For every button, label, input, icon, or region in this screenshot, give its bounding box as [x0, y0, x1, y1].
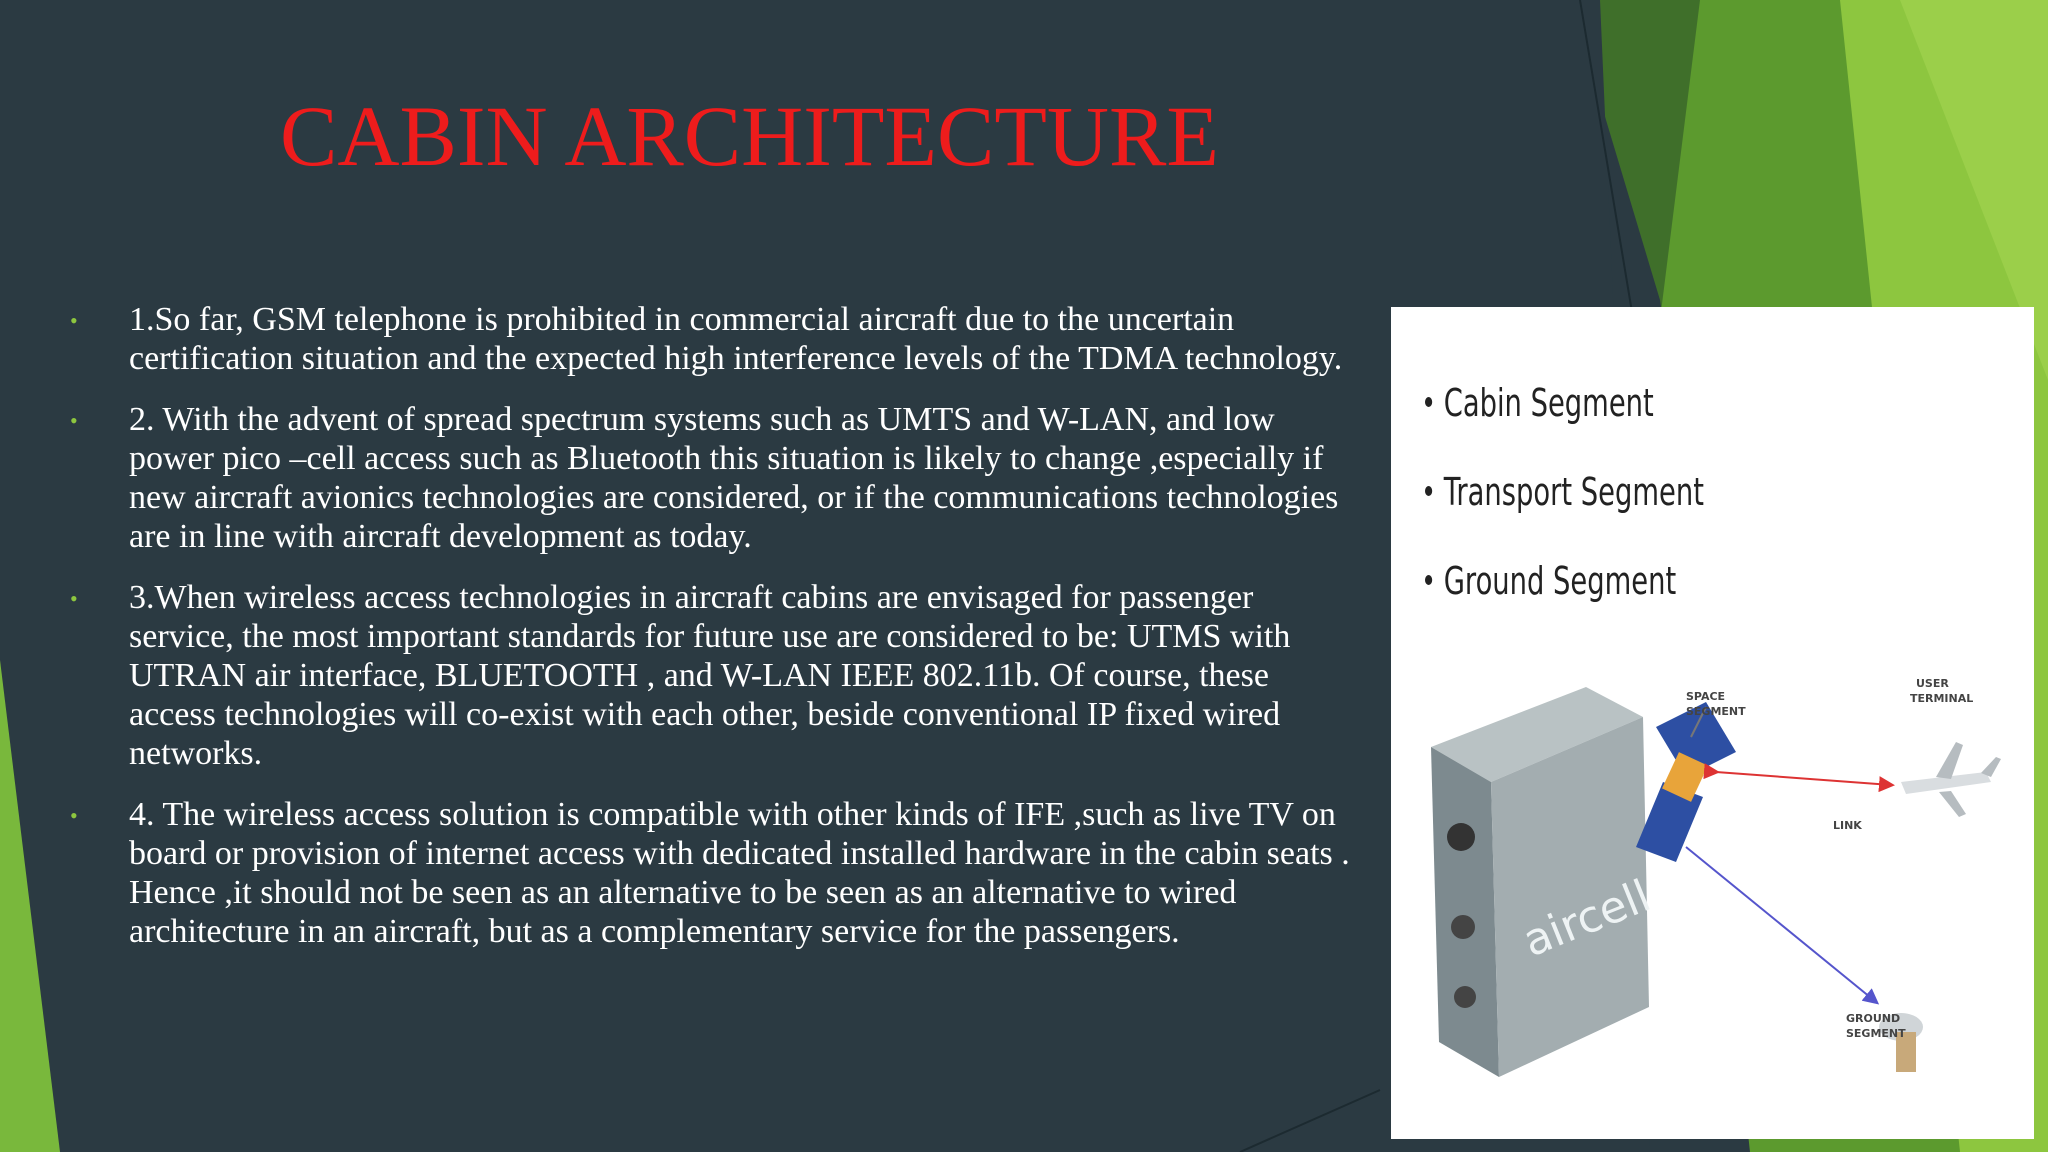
bullet-icon: • — [70, 308, 78, 333]
bullet-dot-icon — [1425, 397, 1432, 407]
device-brand-label: aircell — [1516, 870, 1658, 968]
bullet-text: 1.So far, GSM telephone is prohibited in commercial aircraft due to the uncertain certification situation and the expected high interference levels of the TDMA technology. — [129, 301, 1343, 377]
architecture-figure — [1391, 307, 2034, 1139]
ground-segment-label-2: SEGMENT — [1846, 1027, 1906, 1040]
segment-item — [1425, 359, 1704, 448]
bullet-text: 3.When wireless access technologies in aircraft cabins are envisaged for passenger service, the most important standards for future use are considered to be: UTMS with UTRAN air interface, BLUETOOTH , and W-LAN IEEE 802.11b. Of course, these access technologies will co-exist with each other, beside conventional IP fixed wired networks. — [129, 579, 1291, 772]
space-segment-label-2: SEGMENT — [1686, 705, 1746, 718]
satellite-icon — [1636, 702, 1736, 862]
bullet-item — [70, 300, 1360, 378]
user-terminal-label: USER — [1916, 677, 1949, 690]
bullet-list — [70, 300, 1360, 973]
segment-label: Transport Segment — [1443, 470, 1704, 514]
bullet-dot-icon — [1425, 486, 1432, 496]
segment-list — [1425, 359, 1812, 626]
aircell-device-image — [1431, 687, 1658, 1077]
bullet-item — [70, 795, 1360, 951]
bullet-item — [70, 578, 1360, 773]
segment-item — [1425, 448, 1704, 537]
user-terminal-label-2: TERMINAL — [1910, 692, 1974, 705]
bullet-icon: • — [70, 408, 78, 433]
bullet-icon: • — [70, 586, 78, 611]
segment-label: Cabin Segment — [1443, 381, 1654, 425]
bullet-text: 2. With the advent of spread spectrum systems such as UMTS and W-LAN, and low power pico –cell access such as Bluetooth this situation is likely to change ,especially if new aircraft avionics technologies are considered, or if the communications technologies are in line with aircraft development as today. — [129, 401, 1339, 555]
link-arrow-sat-ground — [1686, 847, 1876, 1002]
space-segment-label: SPACE — [1686, 690, 1726, 703]
bullet-text: 4. The wireless access solution is compatible with other kinds of IFE ,such as live TV on board or provision of internet access with dedicated installed hardware in the cabin seats . Hence ,it should not be seen as an alternative to be seen as an alternative to wired architecture in an aircraft, but as a complementary service for the passengers. — [129, 796, 1350, 950]
link-arrow-sat-plane — [1716, 772, 1891, 785]
segment-item — [1425, 537, 1704, 626]
bullet-item — [70, 400, 1360, 556]
segment-label: Ground Segment — [1443, 559, 1677, 603]
airplane-icon — [1901, 742, 2001, 817]
slide-title: CABIN ARCHITECTURE — [280, 88, 1219, 184]
link-label: LINK — [1833, 819, 1862, 832]
bullet-icon: • — [70, 803, 78, 828]
ground-segment-label: GROUND — [1846, 1012, 1901, 1025]
bullet-dot-icon — [1425, 575, 1432, 585]
